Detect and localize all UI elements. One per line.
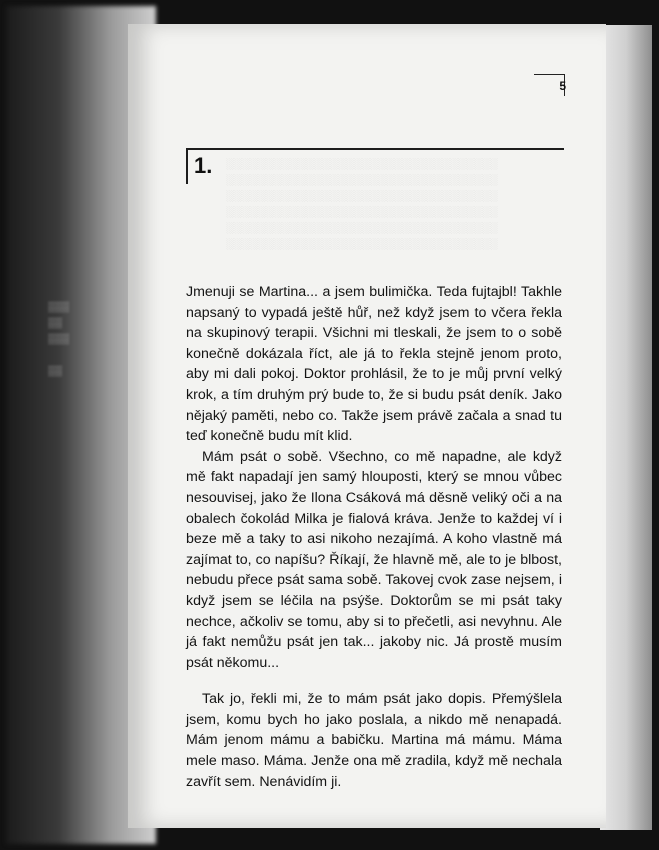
paragraph-1: Jmenuji se Martina... a jsem bulimička. Teda fujtajbl! Takhle napsaný to vypadá ještě hůř, než když jsem to včera řekla na skupinový terapii. Všichni mi tleskali, že jsem to o sobě konečně dokázala říct, ale já to řekla stejně jenom proto, aby mi dali pokoj. Doktor prohlásil, že to je můj první velký krok, a tím druhým prý bude to, že si budu psát deník. Jako nějaký paměti, nebo co. Takže jsem právě začala a snad tu teď konečně budu mít klid. — [186, 284, 562, 445]
paragraph-3: Tak jo, řekli mi, že to mám psát jako dopis. Přemýšlela jsem, komu bych ho jako poslala, a nikdo mě nenapadá. Mám jenom mámu a babičku. Martina má mámu. Máma mele maso. Máma. Jenže ona mě zradila, když mě nechala zavřít sem. Nenávidím ji. — [186, 691, 562, 790]
page-number-rule — [534, 74, 565, 75]
paragraph-2: Mám psát o sobě. Všechno, co mě napadne, ale když mě fakt napadají jen samý hlouposti, který se mnou vůbec nesouvisej, jako že Ilona Csáková má děsně veliký oči a na obalech čokolád Milka je fialová kráva. Jenže to každej ví i beze mě a taky to asi nikoho nezajímá. A koho vlastně má zajímat to, co napíšu? Říkají, že hlavně mě, ale to je blbost, nebudu přece psát sama sobě. Takovej cvok zase nejsem, i když jsem se léčila na psýše. Doktorům se mi psát taky nechce, ačkoliv se tomu, aby si to přečetli, asi nevyhnu. Ale já fakt nemůžu psát jen tak... jakoby nic. Já prostě musím psát někomu... — [186, 448, 562, 671]
page-number: 5 — [559, 79, 566, 93]
page-edge — [600, 25, 652, 830]
chapter-side-rule — [186, 148, 188, 184]
left-page-bleed: ▒▒▒ ▒▒ ▒▒▒ ▒▒ — [48, 302, 70, 377]
chapter-number: 1. — [194, 153, 213, 178]
show-through-text: ░░░░░░░░░░░░░░░░░░░░░░░░░░░░░░░░░░ ░░░░░░░░░░░░░░░░░░░░░░░░░░░░░░░░░░ ░░░░░░░░░░░░░░░░░░░░░░░░░░░░░░░░░░ ░░░░░░░░░░░░░░░░░░░░░░░░░░░░░░░░░░ ░░░░░░░░░░░░░░░░░░░░░░░░░░░░░░░░░░ ░░░░░░░░░░░░░░░░░░░░░░░░░░░░░░░░░░ — [226, 158, 498, 250]
chapter-text — [186, 282, 562, 792]
chapter-rule — [186, 148, 564, 150]
paragraph-gap — [186, 673, 562, 689]
